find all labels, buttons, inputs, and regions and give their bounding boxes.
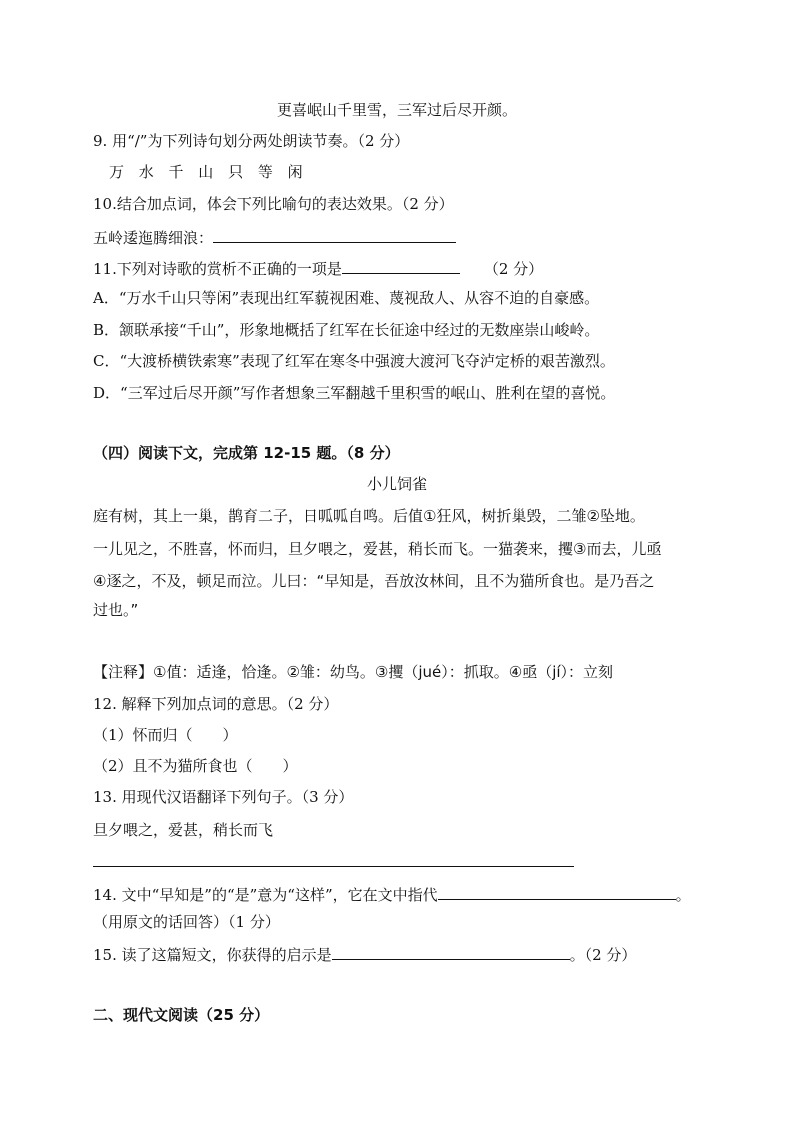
- option-a: A．“万水千山只等闲”表现出红军藐视困难、蔑视敌人、从容不迫的自豪感。: [93, 289, 600, 307]
- option-d: D．“三军过后尽开颜”写作者想象三军翻越千里积雪的岷山、胜利在望的喜悦。: [93, 384, 616, 402]
- question-14-prompt: 14. 文中“早知是”的“是”意为“这样”，它在文中指代: [93, 886, 438, 904]
- question-14-note: （用原文的话回答）（1 分）: [93, 913, 280, 931]
- answer-blank[interactable]: [332, 943, 570, 960]
- question-13-prompt: 13. 用现代汉语翻译下列句子。（3 分）: [93, 788, 354, 806]
- question-10-label: 五岭逶迤腾细浪：: [93, 229, 214, 247]
- part-2-heading: 二、现代文阅读（25 分）: [93, 1006, 270, 1024]
- option-b: B．颔联承接“千山”，形象地概括了红军在长征途中经过的无数座崇山峻岭。: [93, 321, 600, 339]
- question-14-line: [93, 883, 691, 905]
- question-9-text: 万 水 千 山 只 等 闲: [109, 163, 308, 181]
- answer-blank[interactable]: [342, 257, 460, 274]
- passage-line-2: 一儿见之，不胜喜，怀而归，旦夕喂之，爱甚，稍长而飞。一猫袭来，攫③而去，儿亟: [93, 540, 662, 558]
- answer-blank[interactable]: [213, 226, 456, 243]
- passage-notes: 【注释】①值：适逢，恰逢。②雏：幼鸟。③攫（jué）：抓取。④亟（jí）：立刻: [93, 663, 614, 681]
- question-12-prompt: 12. 解释下列加点词的意思。（2 分）: [93, 695, 339, 713]
- answer-blank[interactable]: [438, 883, 676, 900]
- question-13-answer-rule[interactable]: [93, 866, 574, 867]
- passage-line-3: ④逐之，不及，顿足而泣。儿曰：“早知是，吾放汝林间，且不为猫所食也。是乃吾之: [93, 572, 655, 590]
- poem-last-line: 更喜岷山千里雪，三军过后尽开颜。: [276, 101, 517, 119]
- passage-line-1: 庭有树，其上一巢，鹊育二子，日呱呱自鸣。后值①狂风，树折巢毁，二雏②坠地。: [93, 507, 645, 525]
- passage-title: 小儿饲雀: [366, 475, 427, 493]
- question-15-prompt: 15. 读了这篇短文，你获得的启示是: [93, 946, 332, 964]
- option-c: C．“大渡桥横铁索寒”表现了红军在寒冬中强渡大渡河飞夺泸定桥的艰苦激烈。: [93, 352, 615, 370]
- question-9-prompt: 9. 用“/”为下列诗句划分两处朗读节奏。（2 分）: [93, 132, 410, 150]
- question-10-prompt: 10.结合加点词，体会下列比喻句的表达效果。（2 分）: [93, 195, 454, 213]
- question-11-score: （2 分）: [483, 260, 544, 278]
- question-10-answer-line: [93, 226, 456, 248]
- question-12-item-1: （1）怀而归（ ）: [93, 726, 238, 744]
- passage-line-4: 过也。”: [93, 601, 139, 619]
- question-11-prompt-line: [93, 257, 543, 279]
- question-11-prompt: 11.下列对诗歌的赏析不正确的一项是: [93, 260, 342, 278]
- question-13-sentence: 旦夕喂之，爱甚，稍长而飞: [93, 821, 274, 839]
- question-15-line: [93, 943, 636, 965]
- section-4-heading: （四）阅读下文，完成第 12-15 题。（8 分）: [93, 444, 400, 462]
- question-12-item-2: （2）且不为猫所食也（ ）: [93, 757, 298, 775]
- question-15-end: 。（2 分）: [569, 946, 637, 964]
- question-14-end: 。: [675, 886, 691, 904]
